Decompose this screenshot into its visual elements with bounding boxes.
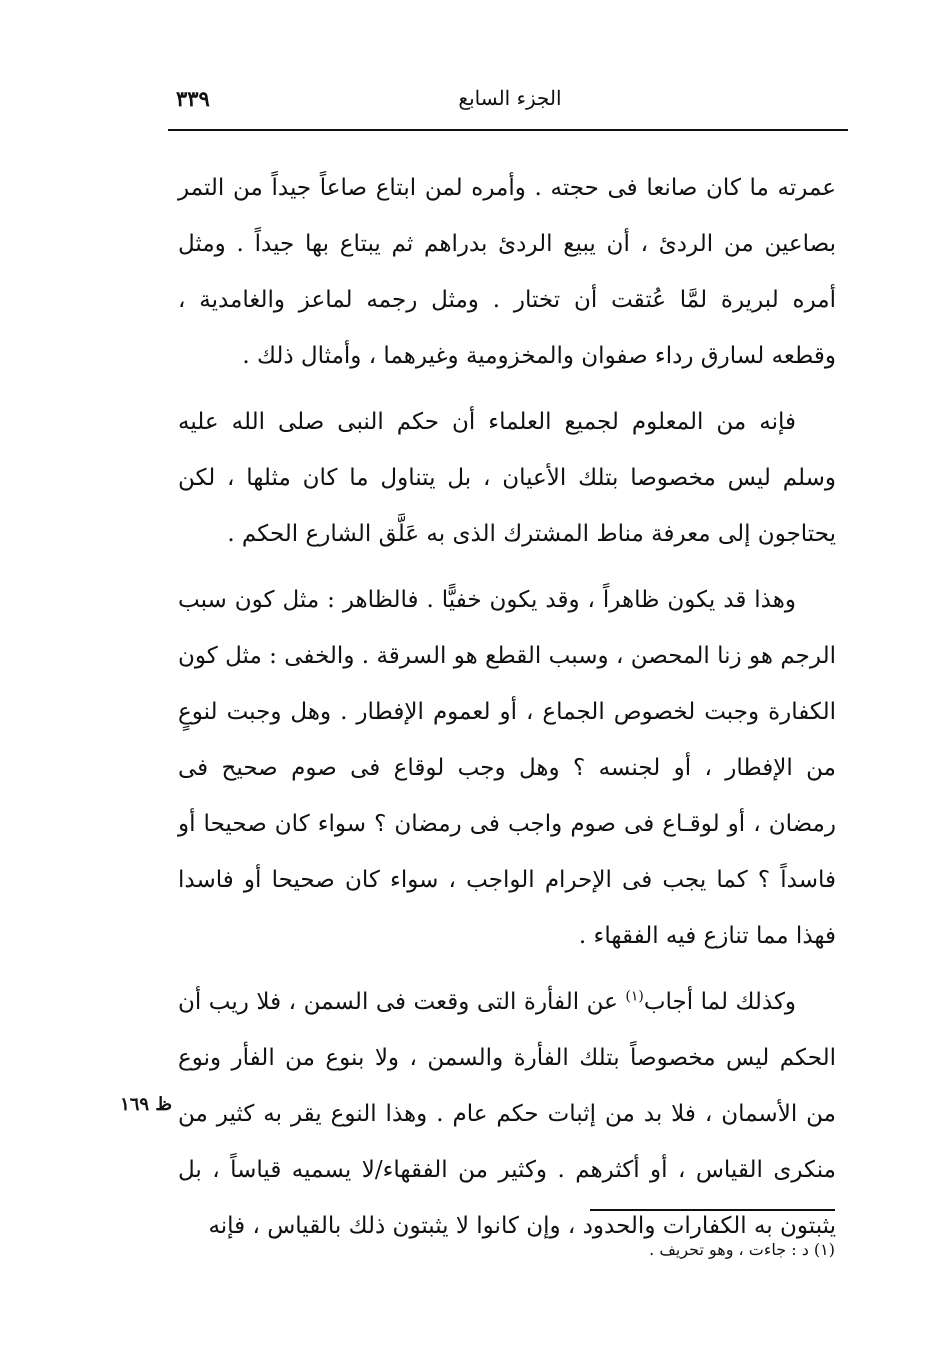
footnote-divider xyxy=(590,1209,835,1211)
paragraph-2: فإنه من المعلوم لجميع العلماء أن حكم النبى صلى الله عليه وسلم ليس مخصوصا بتلك الأعيان ، بل يتناول ما كان مثلها ، لكن يحتاجون إلى معرفة مناط المشترك الذى به عَلَّق الشارع الحكم . xyxy=(178,409,836,547)
manuscript-margin-note: ظ ١٦٩ xyxy=(120,1094,172,1115)
paragraph-4-start: وكذلك لما أجاب xyxy=(643,989,796,1015)
footnote-reference[interactable]: (١) xyxy=(625,988,644,1005)
header-divider xyxy=(168,129,848,131)
footnote: (١) د : جاءت ، وهو تحريف . xyxy=(649,1240,835,1259)
paragraph-3: وهذا قد يكون ظاهراً ، وقد يكون خفيًّا . فالظاهر : مثل كون سبب الرجم هو زنا المحصن ، وسبب القطع هو السرقة . والخفى : مثل كون الكفارة وجبت لخصوص الجماع ، أو لعموم الإفطار . وهل وجبت لنوعٍ من الإفطار ، أو لجنسه ؟ وهل وجب لوقاع فى صوم صحيح فى رمضان ، أو لوقـاع فى صوم واجب فى رمضان ؟ سواء كان صحيحا أو فاسداً ؟ كما يجب فى الإحرام الواجب ، سواء كان صحيحا أو فاسدا فهذا مما تنازع فيه الفقهاء . xyxy=(178,587,836,949)
page-number: ٣٣٩ xyxy=(176,86,210,111)
running-header-title: الجزء السابع xyxy=(458,86,562,110)
paragraph-4-rest: عن الفأرة التى وقعت فى السمن ، فلا ريب أن الحكم ليس مخصوصاً بتلك الفأرة والسمن ، ولا بنوع من الفأر ونوع من الأسمان ، فلا بد من إثبات حكم عام . وهذا النوع يقر به كثير من منكرى القياس ، أو أكثرهم . وكثير من الفقهاء/لا يسميه قياساً ، بل يثبتون به الكفارات والحدود ، وإن كانوا لا يثبتون ذلك بالقياس ، فإنه xyxy=(178,989,836,1239)
paragraph-4 xyxy=(178,974,836,1254)
body-text xyxy=(178,160,836,1254)
paragraph-1: عمرته ما كان صانعا فى حجته . وأمره لمن ابتاع صاعاً جيداً من التمر بصاعين من الردئ ، أن يبيع الردئ بدراهم ثم يبتاع بها جيداً . ومثل أمره لبريرة لمَّا عُتقت أن تختار . ومثل رجمه لماعز والغامدية ، وقطعه لسارق رداء صفوان والمخزومية وغيرهما ، وأمثال ذلك . xyxy=(178,175,836,369)
